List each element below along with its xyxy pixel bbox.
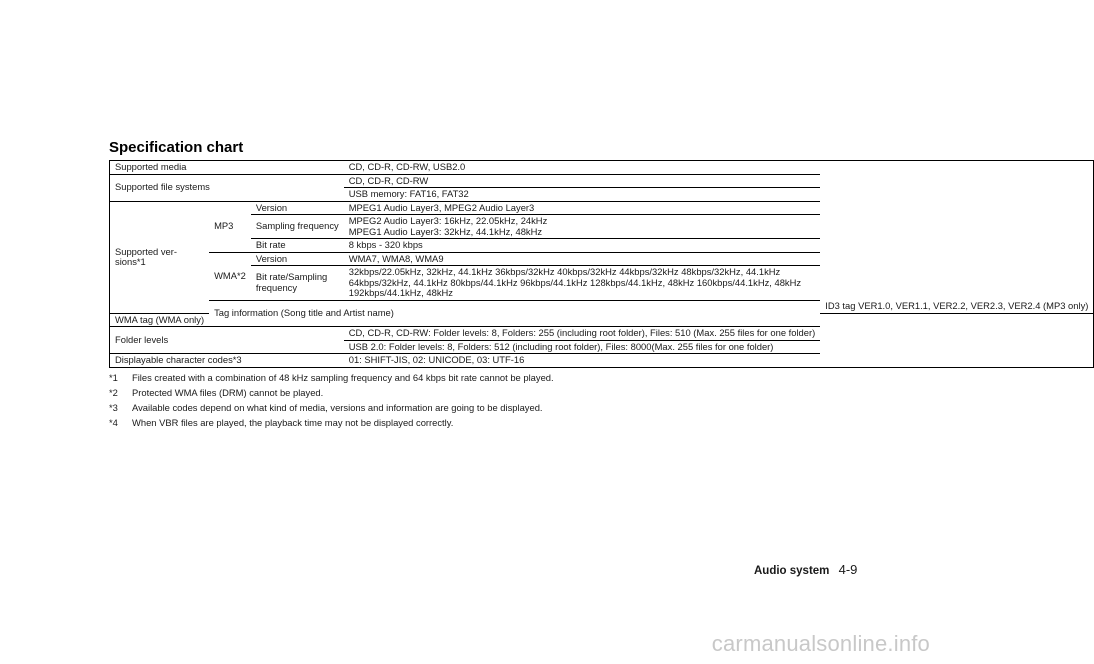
sub-label: Bit rate bbox=[251, 239, 344, 253]
footnote-text: Protected WMA files (DRM) cannot be played. bbox=[132, 387, 324, 398]
table-row bbox=[110, 215, 1094, 239]
table-row bbox=[110, 201, 1094, 215]
format-label: WMA*2 bbox=[209, 252, 251, 300]
table-row bbox=[110, 327, 1094, 341]
row-label: Displayable character codes*3 bbox=[110, 354, 344, 368]
row-value: CD, CD-R, CD-RW: Folder levels: 8, Folders: 255 (including root folder), Files: 510 (Max. 255 files for one folder) bbox=[344, 327, 821, 341]
footnote-number: *4 bbox=[109, 417, 118, 428]
spec-table bbox=[109, 160, 1094, 368]
row-value: MPEG2 Audio Layer3: 16kHz, 22.05kHz, 24kHz MPEG1 Audio Layer3: 32kHz, 44.1kHz, 48kHz bbox=[344, 215, 821, 239]
table-row bbox=[110, 239, 1094, 253]
table-row bbox=[110, 161, 1094, 175]
footnote-text: Files created with a combination of 48 kHz sampling frequency and 64 kbps bit rate cannot be played. bbox=[132, 372, 554, 383]
row-value: 8 kbps - 320 kbps bbox=[344, 239, 821, 253]
footnotes bbox=[109, 370, 554, 430]
footnote bbox=[109, 415, 554, 430]
table-row bbox=[110, 300, 1094, 313]
format-label: MP3 bbox=[209, 201, 251, 252]
row-label: Tag information (Song title and Artist name) bbox=[209, 300, 820, 327]
row-value: WMA tag (WMA only) bbox=[110, 313, 210, 327]
page-number: 4-9 bbox=[838, 562, 858, 577]
footnote-number: *3 bbox=[109, 402, 118, 413]
page-title: Specification chart bbox=[109, 139, 244, 156]
watermark: carmanualsonline.info bbox=[711, 631, 930, 656]
row-value: USB 2.0: Folder levels: 8, Folders: 512 (including root folder), Files: 8000(Max. 255 files for one folder) bbox=[344, 340, 821, 354]
footnote-text: When VBR files are played, the playback time may not be displayed correctly. bbox=[132, 417, 454, 428]
row-label: Folder levels bbox=[110, 327, 344, 354]
footnote bbox=[109, 370, 554, 385]
footnote bbox=[109, 385, 554, 400]
row-value: CD, CD-R, CD-RW bbox=[344, 174, 821, 188]
table-row bbox=[110, 252, 1094, 266]
row-value: USB memory: FAT16, FAT32 bbox=[344, 188, 821, 202]
section-name: Audio system bbox=[754, 565, 830, 577]
table-row bbox=[110, 174, 1094, 188]
row-value: CD, CD-R, CD-RW, USB2.0 bbox=[344, 161, 821, 175]
row-value: ID3 tag VER1.0, VER1.1, VER2.2, VER2.3, VER2.4 (MP3 only) bbox=[820, 300, 1094, 313]
row-value: 32kbps/22.05kHz, 32kHz, 44.1kHz 36kbps/32kHz 40kbps/32kHz 44kbps/32kHz 48kbps/32kHz, 44.1kHz 64kbps/32kHz, 44.1kHz 80kbps/44.1kHz 96kbps/44.1kHz 128kbps/44.1kHz, 48kHz 160kbps/44.1kHz, 48kHz 192kbps/44.1kHz, 48kHz bbox=[344, 266, 821, 301]
table-row bbox=[110, 266, 1094, 301]
footnote-text: Available codes depend on what kind of media, versions and information are going to be displayed. bbox=[132, 402, 543, 413]
footnote-number: *1 bbox=[109, 372, 118, 383]
sub-label: Bit rate/Sampling frequency bbox=[251, 266, 344, 301]
footnote bbox=[109, 400, 554, 415]
page-footer bbox=[754, 562, 857, 577]
sub-label: Sampling frequency bbox=[251, 215, 344, 239]
sub-label: Version bbox=[251, 252, 344, 266]
footnote-number: *2 bbox=[109, 387, 118, 398]
row-label: Supported media bbox=[110, 161, 344, 175]
row-value: 01: SHIFT-JIS, 02: UNICODE, 03: UTF-16 bbox=[344, 354, 821, 368]
sub-label: Version bbox=[251, 201, 344, 215]
row-value: MPEG1 Audio Layer3, MPEG2 Audio Layer3 bbox=[344, 201, 821, 215]
row-value: WMA7, WMA8, WMA9 bbox=[344, 252, 821, 266]
row-label: Supported file systems bbox=[110, 174, 344, 201]
table-row bbox=[110, 354, 1094, 368]
row-label: Supported ver- sions*1 bbox=[110, 201, 210, 313]
